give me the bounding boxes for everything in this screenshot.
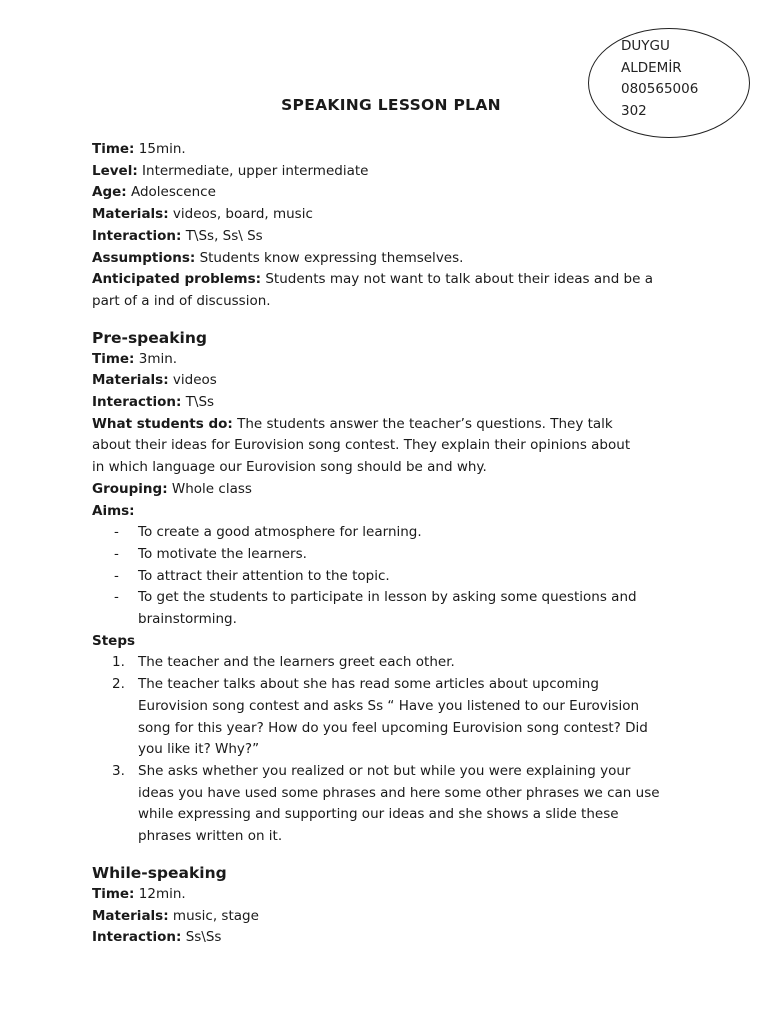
lesson-content: [92, 139, 692, 949]
aims-label: Aims:: [92, 502, 135, 519]
aims-list: [92, 522, 692, 631]
step-number: 2.: [112, 676, 125, 693]
step-number: 1.: [112, 654, 125, 671]
overview-problems-cont: part of a ind of discussion.: [92, 292, 271, 309]
step-item: 2. The teacher talks about she has read some articles about upcoming Eurovision song contest and asks Ss “ Have you listened to our Eurovision song for this year? How do you feel upcoming Eurovision song contest? Did you like it? Why?”: [112, 676, 648, 758]
pre-what-line-2: about their ideas for Eurovision song contest. They explain their opinions about: [92, 437, 631, 454]
while-interaction: Interaction: Ss\Ss: [92, 929, 222, 946]
overview-assumptions: Assumptions: Students know expressing themselves.: [92, 249, 464, 266]
pre-speaking-heading: Pre-speaking: [92, 328, 207, 347]
author-student-id: 080565006: [621, 81, 699, 97]
step-number: 3.: [112, 762, 125, 779]
steps-list: [92, 652, 692, 847]
pre-time: Time: 3min.: [92, 350, 178, 367]
overview-materials: Materials: videos, board, music: [92, 206, 313, 223]
pre-materials: Materials: videos: [92, 372, 217, 389]
overview-problems: Anticipated problems: Students may not want to talk about their ideas and be a: [92, 271, 653, 288]
overview-time: Time: 15min.: [92, 141, 186, 157]
aim-item: - To attract their attention to the topic.: [114, 567, 390, 584]
overview-level: Level: Intermediate, upper intermediate: [92, 162, 369, 179]
author-class: 302: [621, 102, 647, 119]
page-title: SPEAKING LESSON PLAN: [281, 96, 501, 114]
step-item: 1. The teacher and the learners greet each other.: [92, 652, 692, 674]
author-last-name: ALDEMİR: [621, 59, 682, 76]
while-time: Time: 12min.: [92, 885, 186, 902]
steps-label: Steps: [92, 632, 136, 649]
aim-item: - To motivate the learners.: [114, 545, 307, 562]
pre-interaction: Interaction: T\Ss: [92, 394, 215, 411]
while-materials: Materials: music, stage: [92, 907, 259, 924]
pre-what-students-do: What students do: The students answer the teacher’s questions. They talk: [92, 415, 613, 432]
while-speaking-heading: While-speaking: [92, 863, 227, 882]
overview-interaction: Interaction: T\Ss, Ss\ Ss: [92, 227, 263, 244]
aim-item: - To get the students to participate in lesson by asking some questions and brainstorming.: [114, 589, 637, 628]
pre-grouping: Grouping: Whole class: [92, 480, 252, 497]
author-first-name: DUYGU: [621, 38, 670, 54]
overview-age: Age: Adolescence: [92, 184, 216, 201]
pre-what-line-3: in which language our Eurovision song should be and why.: [92, 459, 487, 476]
step-item: 3. She asks whether you realized or not but while you were explaining your ideas you have used some phrases and here some other phrases we can use while expressing and supporting our ideas and she shows a slide these phrases written on it.: [112, 762, 660, 845]
aim-item: - To create a good atmosphere for learning.: [114, 524, 422, 541]
